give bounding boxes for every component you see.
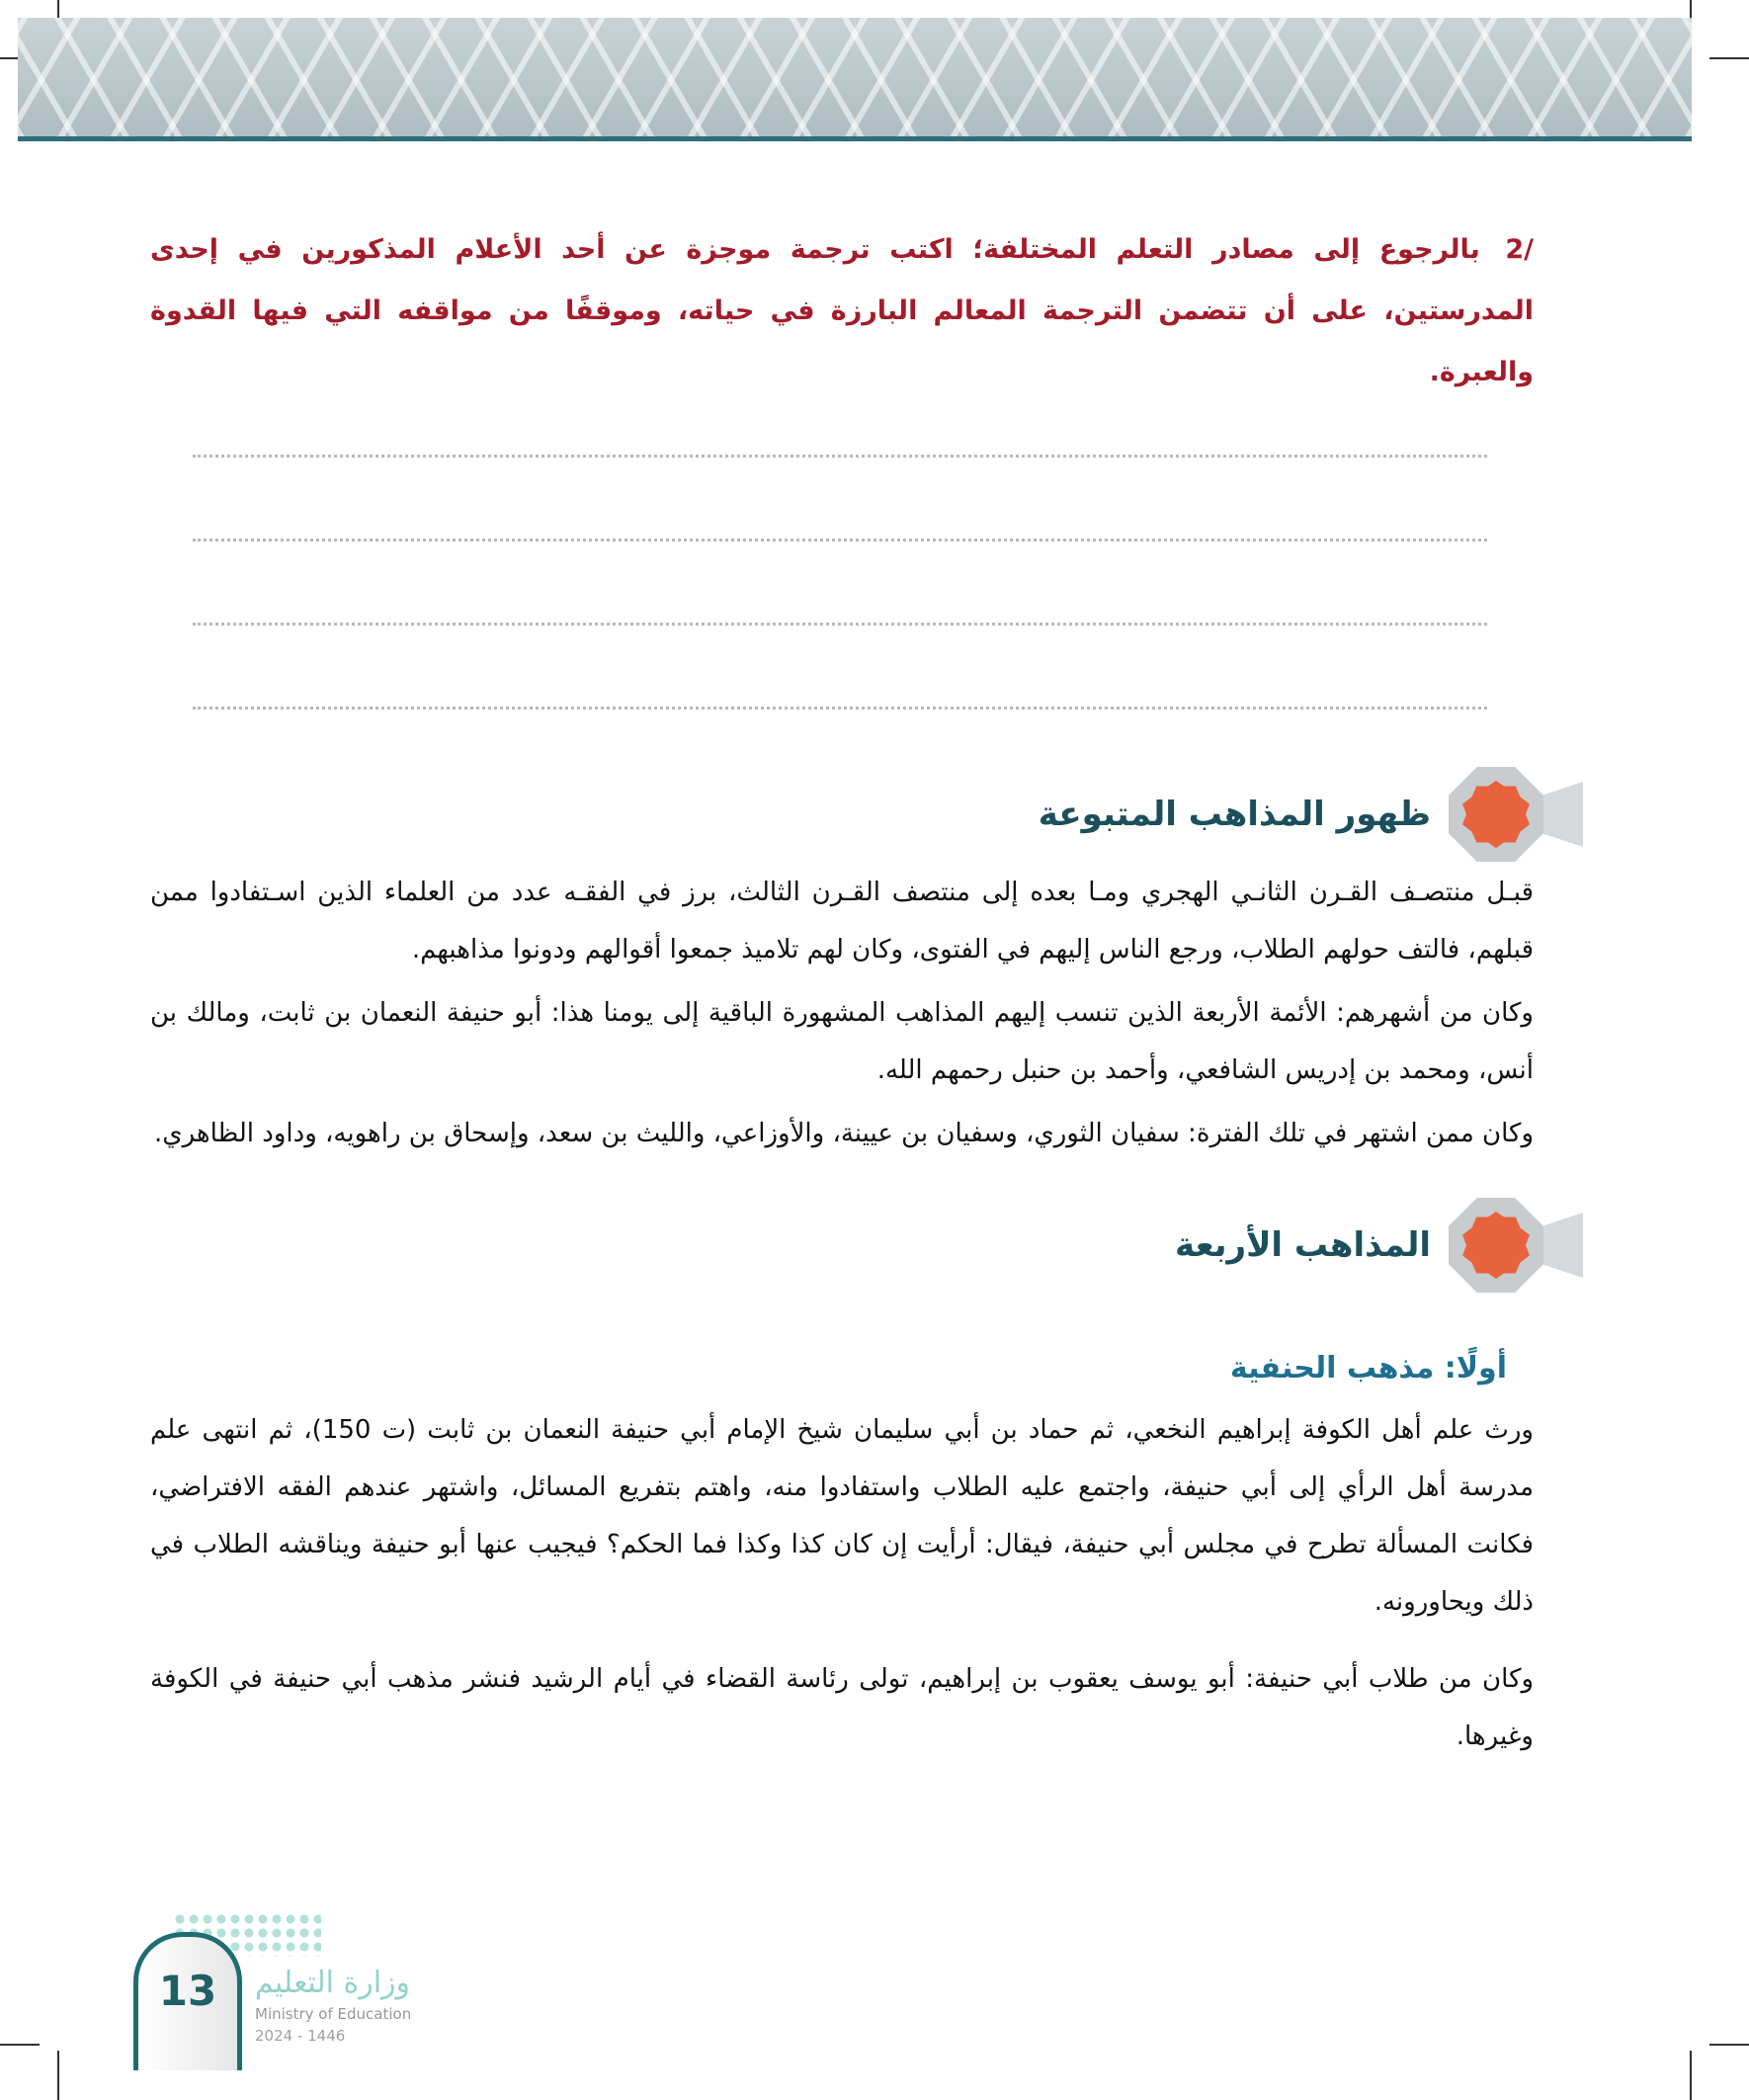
question-text: بالرجوع إلى مصادر التعلم المختلفة؛ اكتب ترجمة موجزة عن أحد الأعلام المذكورين في إحدى المدرستين، على أن تتضمن الترجمة المعالم البارزة في حياته، وموقفًا من مواقفه التي فيها القدوة والعبرة. bbox=[150, 234, 1534, 387]
section-title: المذاهب الأربعة bbox=[1174, 1225, 1431, 1265]
ministry-name-en: Ministry of Education bbox=[255, 2005, 412, 2023]
ministry-year: 2024 - 1446 bbox=[255, 2027, 346, 2045]
decorative-header-banner bbox=[18, 18, 1692, 141]
answer-line[interactable] bbox=[193, 623, 1487, 626]
answer-line[interactable] bbox=[193, 539, 1487, 542]
answer-line[interactable] bbox=[193, 707, 1487, 710]
answer-line[interactable] bbox=[193, 455, 1487, 458]
page-content bbox=[150, 219, 1534, 1771]
crop-mark bbox=[1690, 2051, 1692, 2100]
section-heading-2 bbox=[150, 1196, 1563, 1295]
paragraph: وكان من أشهرهم: الأئمة الأربعة الذين تنسب إليهم المذاهب المشهورة الباقية إلى يومنا هذا: أبو حنيفة النعمان بن ثابت، ومالك بن أنس، ومحمد بن إدريس الشافعي، وأحمد بن حنبل رحمهم الله. bbox=[150, 998, 1534, 1085]
badge-tail-icon bbox=[1543, 1213, 1583, 1278]
ministry-name-ar: وزارة التعليم bbox=[255, 1966, 411, 2000]
crop-mark bbox=[0, 2044, 40, 2046]
paragraph: وكان من طلاب أبي حنيفة: أبو يوسف يعقوب بن إبراهيم، تولى رئاسة القضاء في أيام الرشيد فنشر مذهب أبي حنيفة في الكوفة وغيرها. bbox=[150, 1664, 1534, 1751]
question-prompt bbox=[150, 219, 1534, 403]
crop-mark bbox=[1709, 57, 1749, 59]
page-footer-logo bbox=[79, 1888, 415, 2056]
octagon-badge-icon bbox=[1449, 1198, 1543, 1293]
subheading: أولًا: مذهب الحنفية bbox=[1229, 1351, 1507, 1386]
crop-mark bbox=[57, 2051, 59, 2100]
section-heading-1 bbox=[150, 765, 1563, 864]
paragraph: قبـل منتصـف القـرن الثانـي الهجري ومـا بعده إلى منتصف القـرن الثالث، برز في الفقـه عدد من العلماء الذين اسـتفادوا ممن قبلهم، فالتف حولهم الطلاب، ورجع الناس إليهم في الفتوى، وكان لهم تلاميذ جمعوا أقوالهم ودونوا مذاهبهم. bbox=[150, 878, 1534, 965]
paragraph: ورث علم أهل الكوفة إبراهيم النخعي، ثم حماد بن أبي سليمان شيخ الإمام أبي حنيفة النعمان بن ثابت (ت 150)، ثم انتهى علم مدرسة أهل الرأي إلى أبي حنيفة، واجتمع عليه الطلاب واستفادوا منه، واهتم بتفريع المسائل، واشتهر عندهم الفقه الافتراضي، فكانت المسألة تطرح في مجلس أبي حنيفة، فيقال: أرأيت إن كان كذا وكذا فما الحكم؟ فيجيب عنها أبو حنيفة ويناقشه الطلاب في ذلك ويحاورونه. bbox=[150, 1415, 1534, 1617]
badge-tail-icon bbox=[1543, 782, 1583, 847]
paragraph: وكان ممن اشتهر في تلك الفترة: سفيان الثوري، وسفيان بن عيينة، والأوزاعي، والليث بن سعد، وإسحاق بن راهويه، وداود الظاهري. bbox=[153, 1119, 1534, 1148]
section-title: ظهور المذاهب المتبوعة bbox=[1038, 795, 1431, 834]
page-number: 13 bbox=[158, 1967, 217, 2015]
octagon-badge-icon bbox=[1449, 767, 1543, 862]
crop-mark bbox=[1709, 2044, 1749, 2046]
question-number: /2 bbox=[1505, 234, 1535, 265]
